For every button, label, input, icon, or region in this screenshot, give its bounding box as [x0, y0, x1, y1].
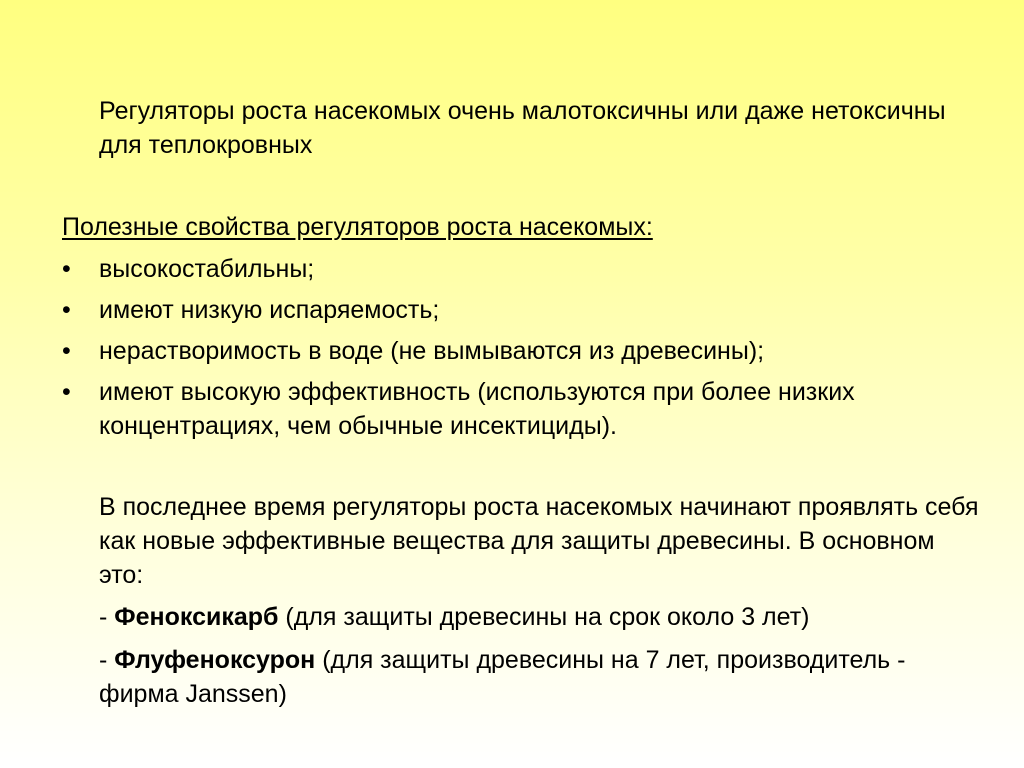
product-description: (для защиты древесины на срок около 3 лет) [278, 603, 810, 631]
list-item-text: высокостабильны; [99, 255, 315, 283]
product-description: (для защиты древесины на 7 лет, производитель - фирма Janssen) [99, 646, 906, 708]
product-flufenoxuron [99, 643, 979, 711]
bullet-icon: • [62, 255, 71, 283]
list-item [62, 375, 982, 443]
list-item [62, 334, 982, 368]
properties-heading: Полезные свойства регуляторов роста насекомых: [62, 213, 653, 241]
properties-list [62, 252, 982, 450]
list-item [62, 252, 982, 286]
product-fenoxycarb [99, 600, 979, 634]
product-name: Флуфеноксурон [114, 646, 316, 674]
bullet-icon: • [62, 378, 71, 406]
list-item [62, 293, 982, 327]
recent-paragraph: В последнее время регуляторы роста насекомых начинают проявлять себя как новые эффективные вещества для защиты древесины. В основном это: [99, 493, 979, 589]
product-name: Феноксикарб [114, 603, 279, 631]
intro-paragraph: Регуляторы роста насекомых очень малотоксичны или даже нетоксичны для теплокровных [99, 97, 946, 159]
bullet-icon: • [62, 296, 71, 324]
list-item-text: имеют низкую испаряемость; [99, 296, 440, 324]
list-item-text: имеют высокую эффективность (используются при более низких концентрациях, чем обычные инсектициды). [99, 378, 855, 440]
bullet-icon: • [62, 337, 71, 365]
product-prefix: - [99, 603, 115, 631]
product-prefix: - [99, 646, 115, 674]
list-item-text: нерастворимость в воде (не вымываются из древесины); [99, 337, 765, 365]
